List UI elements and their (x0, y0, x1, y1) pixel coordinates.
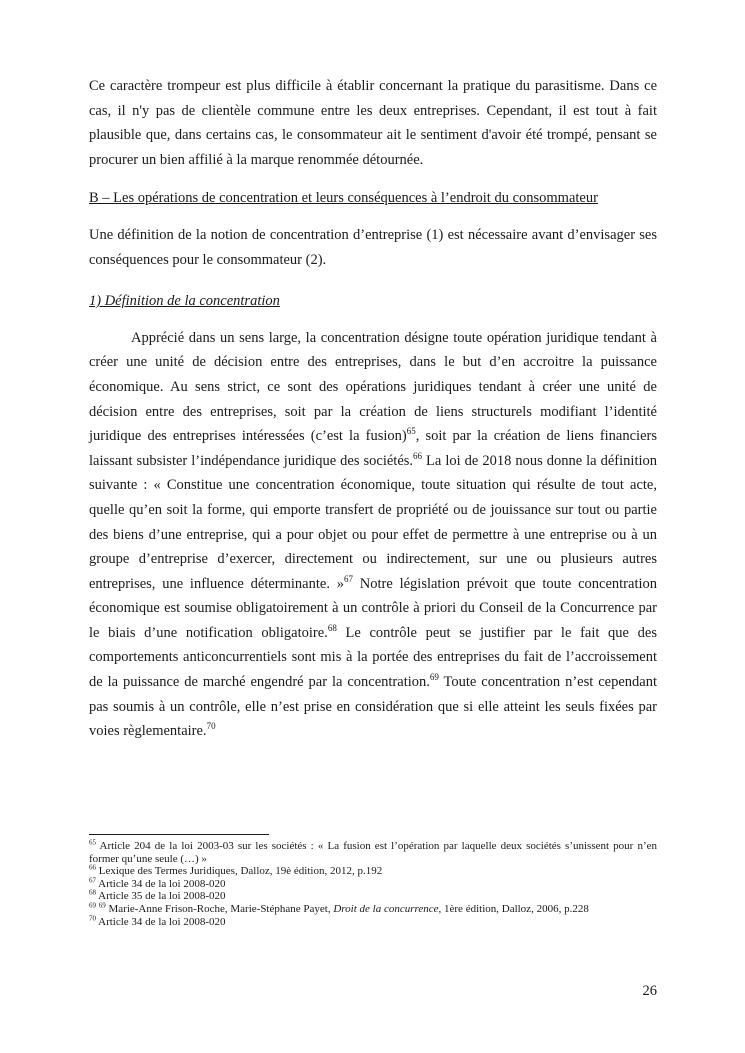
paragraph-definition (89, 326, 657, 744)
definition-text-1: Apprécié dans un sens large, la concentration désigne toute opération juridique tendant à créer une unité de décision entre des entreprises, dans le but d’en accroitre la puissance économique. Au sens strict, ce sont des opérations juridiques tendant à créer une unité de décision entre des entreprises, soit par la création de liens structurels modifiant l’identité juridique des entreprises intéressées (c’est la fusion) (89, 329, 657, 445)
footnote-book-title: Droit de la concurrence (333, 902, 439, 915)
footnote-number: 65 (89, 838, 96, 847)
section-heading-b: B – Les opérations de concentration et leurs conséquences à l’endroit du consommateur (89, 190, 598, 207)
footnote-number: 67 (89, 876, 96, 885)
footnote-text-end: , 1ère édition, Dalloz, 2006, p.228 (438, 902, 589, 915)
definition-text-2: , soit par la création de liens financiers laissant subsister l’indépendance juridique des sociétés. (89, 428, 657, 469)
footnote-65 (89, 840, 657, 865)
subsection-heading-1: 1) Définition de la concentration (89, 293, 280, 310)
footnote-66 (89, 865, 657, 878)
footnote-ref-65[interactable]: 65 (406, 426, 416, 437)
footnote-ref-69[interactable]: 69 (429, 672, 439, 683)
footnote-70 (89, 913, 657, 929)
footnote-ref-67[interactable]: 67 (344, 573, 353, 584)
footnote-text: Article 35 de la loi 2008-020 (96, 890, 226, 903)
footnote-text: Article 34 de la loi 2008-020 (96, 877, 226, 890)
footnote-ref-68[interactable]: 68 (327, 623, 337, 634)
definition-text-6: Toute concentration n’est cependant pas soumis à un contrôle, elle n’est prise en considération que si elle atteint les seuls fixées par voies règlementaire. (89, 674, 657, 740)
footnote-number: 68 (89, 888, 96, 897)
footnote-text: Article 204 de la loi 2003-03 sur les sociétés : « La fusion est l’opération par laquelle deux sociétés s’unissent pour n’en former qu’une seule (…) » (89, 840, 657, 865)
footnote-number-repeat: 69 (98, 901, 106, 910)
footnote-ref-66[interactable]: 66 (413, 450, 423, 461)
page-number: 26 (642, 983, 657, 999)
footnote-number: 69 (89, 901, 96, 910)
footnote-text: Lexique des Termes Juridiques, Dalloz, 19è édition, 2012, p.192 (96, 865, 383, 878)
footnote-text: Marie-Anne Frison-Roche, Marie-Stéphane Payet, (105, 902, 334, 915)
paragraph-parasitism: Ce caractère trompeur est plus difficile à établir concernant la pratique du parasitisme. Dans ce cas, il n'y pas de clientèle commune entre les deux entreprises. Cependant, il est tout à fait plausible que, dans certains cas, le consommateur ait le sentiment d'avoir été trompé, pensant se procurer un bien affilié à la marque renommée détournée. (89, 78, 657, 168)
footnote-68 (89, 890, 657, 903)
definition-text-5: Le contrôle peut se justifier par le fait que des comportements anticoncurrentiels sont mis à la portée des entreprises du fait de l’accroissement de la puissance de marché engendré par la concentration. (89, 624, 657, 691)
footnotes (89, 840, 657, 928)
footnote-number: 66 (89, 863, 96, 872)
footnote-69 (89, 903, 657, 916)
footnote-67 (89, 878, 657, 891)
footnote-text: Article 34 de la loi 2008-020 (96, 915, 226, 928)
body-text (89, 74, 657, 744)
paragraph-introduction: Une définition de la notion de concentration d’entreprise (1) est nécessaire avant d’envisager ses conséquences pour le consommateur (2). (89, 226, 657, 268)
footnote-separator (89, 834, 269, 835)
definition-text-4: Notre législation prévoit que toute concentration économique est soumise obligatoirement à un contrôle à priori du Conseil de la Concurrence par le biais d’une notification obligatoire. (89, 575, 657, 641)
footnote-number: 70 (89, 913, 96, 922)
definition-text-3: La loi de 2018 nous donne la définition suivante : « Constitue une concentration économique, toute situation qui résulte de tout acte, quelle qu’en soit la forme, qui emporte transfert de propriété ou de jouissance sur tout ou partie des biens d’une entreprise, qui a pour objet ou pour effet de permettre à une entreprise ou à un groupe d’entreprise d’exercer, directement ou indirectement, sur une ou plusieurs autres entreprises, une influence déterminante. » (89, 452, 657, 592)
footnote-ref-70[interactable]: 70 (206, 721, 216, 732)
